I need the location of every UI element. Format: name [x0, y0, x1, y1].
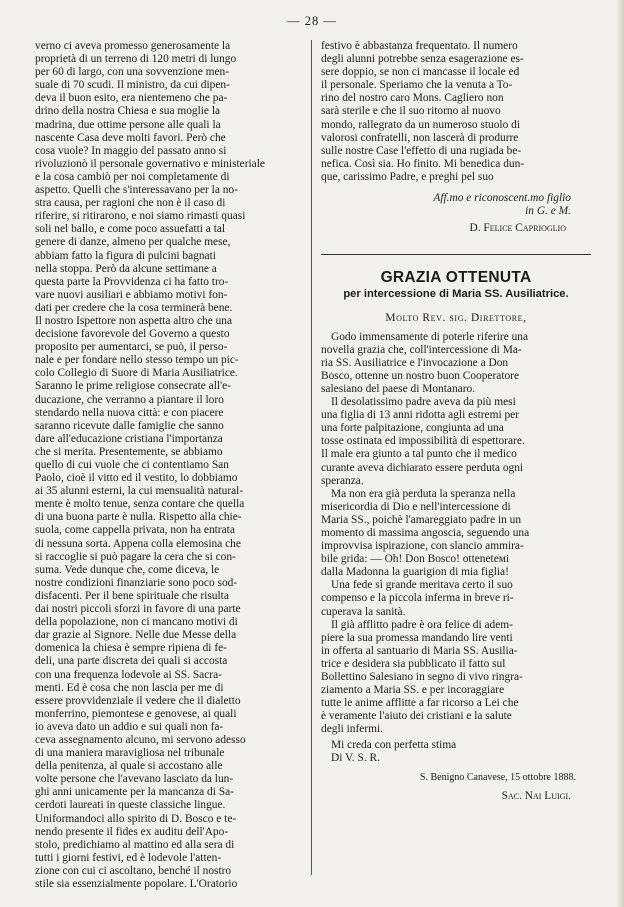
letter-date: S. Benigno Canavese, 15 ottobre 1888. [419, 771, 576, 783]
column-divider [311, 40, 312, 875]
letter-sender: D. Felice Caprioglio [469, 222, 566, 235]
section-divider [321, 254, 591, 255]
paragraph: Il già afflitto padre è ora felice di adem- piere la sua promessa mandando lire venti in offerta al santuario di Maria SS. Ausilia- trice e desidera sia pubblicato il fatto sul Bollettino Salesiano in segno di vivo ringra- ziamento a Maria SS. e per incoraggiare tutte le anime afflitte a far ricorso a Lei che è veramente l'aiuto dei cristiani e la salute degli infermi. [321, 618, 523, 736]
letter-closing: Mi creda con perfetta stima Di V. S. R. [331, 738, 457, 764]
letter-salutation: Molto Rev. sig. Direttore, [385, 311, 527, 324]
letter-sign-off: Aff.mo e riconoscent.mo figlio in G. e M. [433, 192, 571, 218]
letter-continuation: festivo è abbastanza frequentato. Il numero degli alunni potrebbe senza esagerazione es- sere doppio, se non ci mancasse il locale ed il personale. Speriamo che la venuta a To- rino del nostro caro Mons. Cagliero non sarà sterile e che il suo ritorno al nuovo mondo, rallegrato da un numeroso stuolo di valorosi confratelli, non lascerà di produrre sulle nostre Case l'effetto di una rugiada be- nefica. Così sia. Ho finito. Mi benedica dun- que, carissimo Padre, e preghi pel suo [321, 40, 525, 183]
page-binding-edge [616, 0, 624, 907]
paragraph: Godo immensamente di poterle riferire una novella grazia che, coll'intercessione di Ma- ria SS. Ausiliatrice e l'invocazione a Don Bosco, ottenne un nostro buon Cooperatore salesiano del paese di Montanaro. [321, 330, 529, 395]
right-column [321, 40, 591, 803]
article-subtitle: per intercessione di Maria SS. Ausiliatrice. [343, 288, 569, 301]
left-column-text: verno ci aveva promesso generosamente la proprietà di un terreno di 120 metri di lungo per 60 di largo, con una sovvenzione men- suale di 70 scudi. Il ministro, da cui dipen- deva il buon esito, era nientemeno che pa- drino della nostra Chiesa e sua moglie la madrina, due ottime persone alle quali la nascente Casa deve molti favori. Però che cosa vuole? In maggio del passato anno si rivoluzionò il personale governativo e ministeriale e la cosa cambiò per noi completamente di aspetto. Quelli che s'interessavano per la no- stra causa, per ragioni che non è il caso di riferire, si ritirarono, e noi siamo rimasti quasi soli nel ballo, e come poco assuefatti a tal genere di danze, almeno per qualche mese, abbiam fatto la figura di pulcini bagnati nella stoppa. Però da alcune settimane a questa parte la Provvidenza ci ha fatto tro- vare nuovi ausiliari e abbiamo motivi fon- dati per credere che la cosa terminerà bene. Il nostro Ispettore non aspetta altro che una decisione favorevole del Governo a questo proposito per aumentarci, se può, il perso- nale e per fondare nello stesso tempo un pic- colo Collegio di Suore di Maria Ausiliatrice. Saranno le prime religiose consecrate all'e- ducazione, che verranno a piantare il loro stendardo nella nuova città: e con piacere saranno ricevute dalle famiglie che sanno dare all'educazione cristiana l'importanza che si merita. Presentemente, se abbiamo quello di cui vuole che ci contentiamo San Paolo, cioè il vitto ed il vestito, lo dobbiamo ai 35 alunni esterni, la cui mensualità natural- mente è molto tenue, senza contare che quella di una buona parte è nulla. Rispetto alla chie- suola, come cappella privata, non ha entrata di nessuna sorta. Appena colla elemosina che si raccoglie si può pagare la cera che si con- suma. Vede dunque che, come diceva, le nostre condizioni finanziarie sono poco sod- disfacenti. Per il bene spirituale che risulta dai nostri piccoli sforzi in favore di una parte della popolazione, non ci mancano motivi di dar grazie al Signore. Nelle due Messe della domenica la chiesa è sempre ripiena di fe- deli, una parte discreta dei quali si accosta con una frequenza lodevole ai SS. Sacra- menti. Ed è cosa che non lascia per me di essere provvidenziale il vedere che il dialetto monferrino, piemontese e genovese, ai quali io aveva dato un addio e sui quali non fa- ceva assegnamento alcuno, mi servono adesso di una maniera maravigliosa nel tribunale della penitenza, al quale si accostano alle volte persone che l'avevano lasciato da lun- ghi anni unicamente per la mancanza di Sa- cerdoti laureati in queste classiche lingue. Uniformandoci allo spirito di D. Bosco e te- nendo presente il fides ex auditu dell'Apo- stolo, predichiamo al mattino ed alla sera di tutti i giorni festivi, ed è lodevole l'atten- zione con cui ci ascoltano, benché il nostro stile sia essenzialmente popolare. L'Oratorio [35, 40, 265, 890]
page-number: — 28 — [287, 14, 337, 28]
paragraph: Ma non era già perduta la speranza nella misericordia di Dio e nell'intercessione di Maria SS., poichè l'amareggiato padre in un momento di massima angoscia, seguendo una improvvisa ispirazione, con slancio ammira- bile grida: — Oh! Don Bosco! otteneteмi dalla Madonna la guarigion di mia figlia! [321, 487, 530, 579]
paragraph: Una fede sì grande meritava certo il suo compenso e la piccola inferma in breve ri- cuperava la sanità. [321, 579, 514, 618]
letter-signature: Sac. Nai Luigi. [501, 789, 571, 802]
left-column [35, 40, 303, 891]
letter-body [321, 331, 591, 737]
article-title: GRAZIA OTTENUTA [380, 269, 532, 287]
paragraph: Il desolatissimo padre aveva da più mesi una figlia di 13 anni ridotta agli estremi per una forte palpitazione, congiunta ad una tosse ostinata ed impossibilità di espettorare. Il male era giunto a tal punto che il medico curante aveva dichiarato essere perduta ogni speranza. [321, 396, 525, 487]
